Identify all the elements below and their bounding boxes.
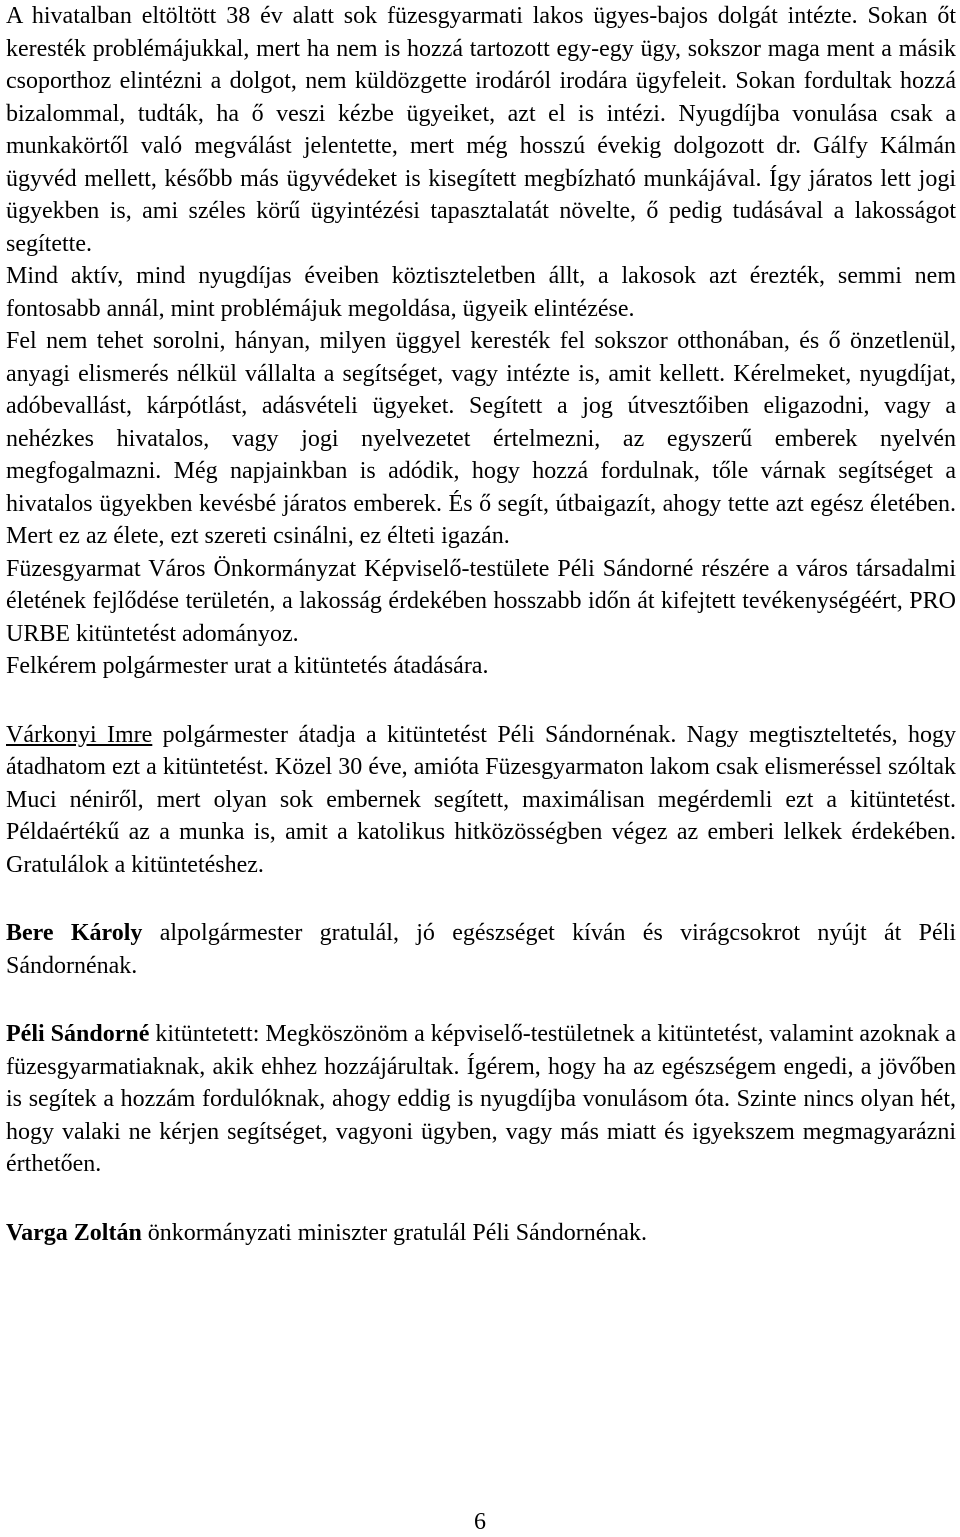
speech-text-minister: önkormányzati miniszter gratulál Péli Sándornénak. [141,1219,647,1246]
intro-section [6,0,956,683]
speaker-name-deputy-mayor: Bere Károly [6,920,143,946]
section-gap [6,1181,956,1217]
paragraph-helping-people: Fel nem tehet sorolni, hányan, milyen üggyel keresték fel sokszor otthonában, és ő önzetlenül, anyagi elismerés nélkül vállalta a segítséget, vagy intézte is, amit kellett. Kérelmeket, nyugdíjat, adóbevallást, kárpótlást, adásvételi ügyeket. Segített a jog útvesztőiben eligazodni, vagy a nehézkes hivatalos, vagy jogi nyelvezetet értelmezni, az egyszerű emberek nyelvén megfogalmazni. Még napjainkban is adódik, hogy hozzá fordulnak, tőle várnak segítséget a hivatalos ügyekben kevésbé járatos emberek. És ő segít, útbaigazít, ahogy tette azt egész életében. Mert ez az élete, ezt szereti csinálni, ez élteti igazán. [6,328,956,549]
document-page [6,0,956,1249]
speech-paragraph [6,719,956,882]
section-gap [6,982,956,1018]
speaker-name-mayor: Várkonyi Imre [6,721,153,748]
speech-paragraph [6,1018,956,1181]
speech-paragraph [6,917,956,982]
speaker-name-minister: Varga Zoltán [6,1219,142,1246]
page-number: 6 [474,1509,486,1535]
paragraph-service-years: A hivatalban eltöltött 38 év alatt sok füzesgyarmati lakos ügyes-bajos dolgát intézte. Sokan őt keresték problémájukkal, mert ha nem is hozzá tartozott egy-egy ügy, sokszor maga ment a másik csoporthoz elintézni a dolgot, nem küldözgette irodáról irodára ügyfeleit. Sokan fordultak hozzá bizalommal, tudták, ha ő veszi kézbe ügyeiket, azt el is intézi. Nyugdíjba vonulása csak a munkakörtől való megválást jelentette, mert még hosszú évekig dolgozott dr. Gálfy Kálmán ügyvéd mellett, később más ügyvédeket is kisegített megbízható munkájával. Így járatos lett jogi ügyekben is, ami széles körű ügyintézési tapasztalatát növelte, ő pedig tudásával a lakosságot segítette. [6,3,956,257]
section-gap [6,683,956,719]
speech-paragraph [6,1217,956,1250]
speech-mayor [6,719,956,882]
speech-text-mayor: polgármester átadja a kitüntetést Péli Sándornénak. Nagy megtiszteltetés, hogy átadhatom ezt a kitüntetést. Közel 30 éve, amióta Füzesgyarmaton lakom csak elismeréssel szóltak Muci néniről, mert olyan sok embernek segített, maximálisan megérdemli ezt a kitüntetést. Példaértékű az a munka is, amit a katolikus hitközösségben végez az emberi lelkek érdekében. Gratulálok a kitüntetéshez. [6,721,956,878]
speaker-name-awardee: Péli Sándorné [6,1021,150,1047]
speech-minister [6,1217,956,1250]
speech-text-awardee: kitüntetett: Megköszönöm a képviselő-testületnek a kitüntetést, valamint azoknak a füzesgyarmatiaknak, akik ehhez hozzájárultak. Ígérem, hogy ha az egészségem engedi, a jövőben is segítek a hozzám fordulóknak, ahogy eddig is nyugdíjba vonulásom óta. Szinte nincs olyan hét, hogy valaki ne kérjen segítséget, vagyoni ügyben, vagy más miatt és igyekszem megmagyarázni érthetően. [6,1021,957,1177]
speech-text-deputy-mayor: alpolgármester gratulál, jó egészséget kíván és virágcsokrot nyújt át Péli Sándornénak. [6,920,956,979]
paragraph-award-decision: Füzesgyarmat Város Önkormányzat Képviselő-testülete Péli Sándorné részére a város társadalmi életének fejlődése területén, a lakosság érdekében hosszabb időn át kifejtett tevékenységéért, PRO URBE kitüntetést adományoz. [6,555,956,647]
paragraph-public-respect: Mind aktív, mind nyugdíjas éveiben köztiszteletben állt, a lakosok azt érezték, semmi nem fontosabb annál, mint problémájuk megoldása, ügyeik elintézése. [6,263,956,322]
paragraph-invitation: Felkérem polgármester urat a kitüntetés átadására. [6,653,489,679]
section-gap [6,881,956,917]
speech-deputy-mayor [6,917,956,982]
speech-awardee [6,1018,956,1181]
